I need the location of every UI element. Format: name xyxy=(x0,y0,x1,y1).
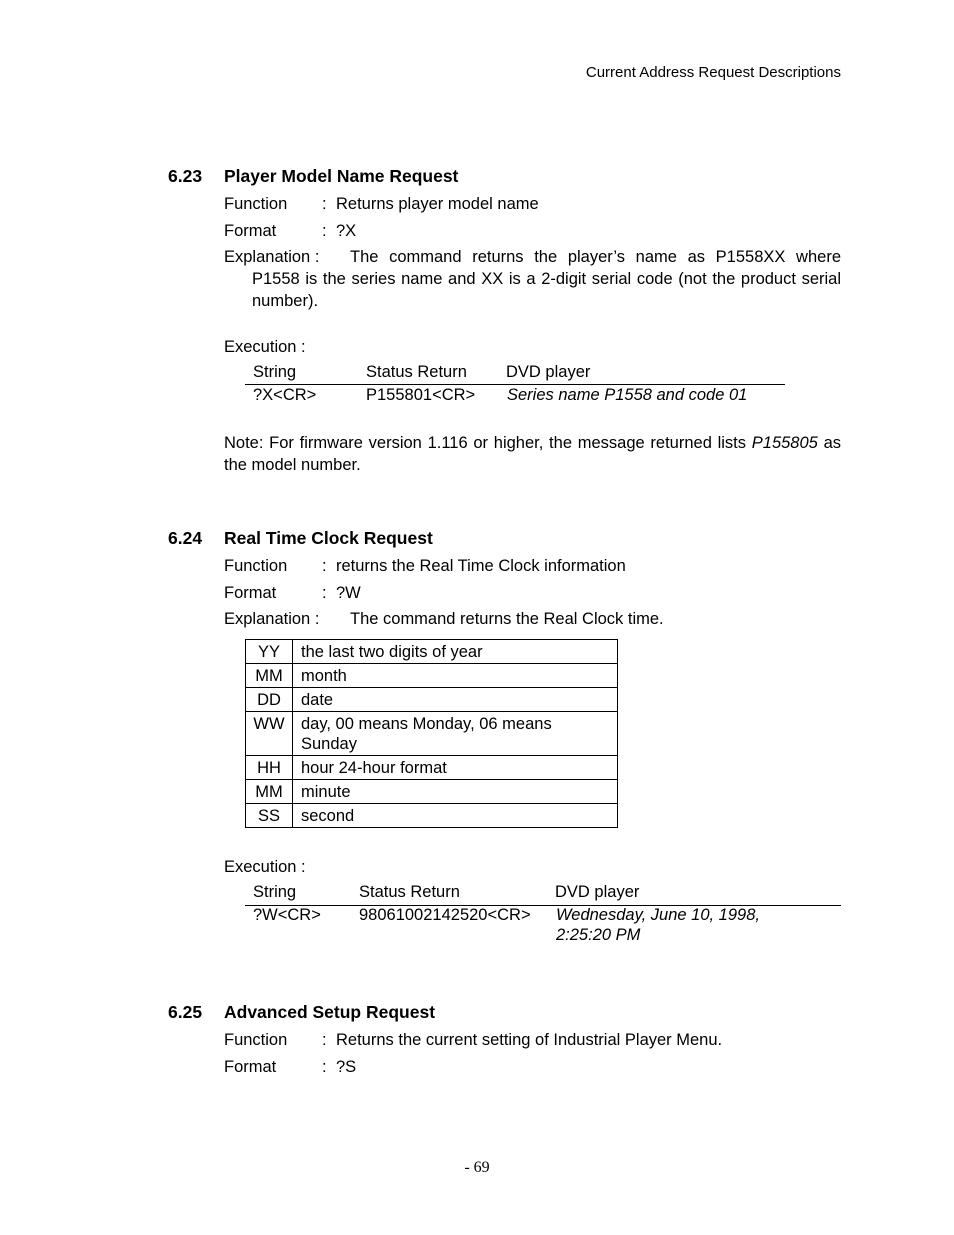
field-code: HH xyxy=(246,756,293,780)
page-number: - 69 xyxy=(464,1159,490,1176)
explanation-text xyxy=(224,246,841,312)
exec-header-dvd: DVD player xyxy=(506,363,591,381)
table-row xyxy=(246,688,618,712)
format-value: ?W xyxy=(336,584,361,602)
table-row xyxy=(246,664,618,688)
field-desc: second xyxy=(293,804,618,828)
execution-label: Execution : xyxy=(224,858,306,876)
exec-dvd: Wednesday, June 10, 1998, xyxy=(556,906,760,924)
field-desc: date xyxy=(293,688,618,712)
explanation-body: The command returns the player’s name as P1558XX where P1558 is the series name and XX is a 2-digit serial code (not the product serial number). xyxy=(252,248,841,310)
field-code: DD xyxy=(246,688,293,712)
exec-header-dvd: DVD player xyxy=(555,883,640,901)
explanation-text: The command returns the Real Clock time. xyxy=(350,610,664,628)
field-code: YY xyxy=(246,640,293,664)
running-header: Current Address Request Descriptions xyxy=(585,64,841,81)
table-row xyxy=(246,780,618,804)
table-row xyxy=(246,756,618,780)
explanation-label: Explanation : xyxy=(224,610,320,628)
section-title: Advanced Setup Request xyxy=(224,1002,436,1022)
format-value: ?S xyxy=(336,1058,357,1076)
function-value: Returns player model name xyxy=(336,195,539,213)
exec-status: P155801<CR> xyxy=(366,386,476,404)
exec-status: 98061002142520<CR> xyxy=(359,906,531,924)
table-row xyxy=(246,804,618,828)
note-suffix: as the model number. xyxy=(224,434,842,474)
rtc-field-table xyxy=(245,639,618,828)
exec-header-status: Status Return xyxy=(366,363,467,381)
note xyxy=(224,432,841,476)
exec-header-string: String xyxy=(253,363,297,381)
table-row xyxy=(246,712,618,756)
function-value: Returns the current setting of Industrial Player Menu. xyxy=(336,1031,723,1049)
section-title: Real Time Clock Request xyxy=(224,528,433,548)
format-value: ?X xyxy=(336,222,357,240)
field-desc: the last two digits of year xyxy=(293,640,618,664)
exec-divider xyxy=(245,384,785,385)
field-code: SS xyxy=(246,804,293,828)
section-title: Player Model Name Request xyxy=(224,166,459,186)
colon: : xyxy=(322,1031,327,1049)
function-label: Function xyxy=(224,1031,288,1049)
exec-header-string: String xyxy=(253,883,297,901)
field-desc: day, 00 means Monday, 06 means Sunday xyxy=(293,712,618,756)
exec-string: ?X<CR> xyxy=(253,386,317,404)
field-desc: month xyxy=(293,664,618,688)
field-desc: minute xyxy=(293,780,618,804)
colon: : xyxy=(322,222,327,240)
format-label: Format xyxy=(224,584,277,602)
function-value: returns the Real Time Clock information xyxy=(336,557,626,575)
field-code: WW xyxy=(246,712,293,756)
format-label: Format xyxy=(224,222,277,240)
section-number: 6.24 xyxy=(168,528,203,548)
colon: : xyxy=(322,1058,327,1076)
colon: : xyxy=(322,584,327,602)
table-row xyxy=(246,640,618,664)
note-model: P155805 xyxy=(751,434,818,452)
exec-dvd: Series name P1558 and code 01 xyxy=(507,386,748,404)
exec-string: ?W<CR> xyxy=(253,906,321,924)
colon: : xyxy=(322,557,327,575)
exec-dvd-time: 2:25:20 PM xyxy=(556,926,641,944)
field-code: MM xyxy=(246,664,293,688)
execution-label: Execution : xyxy=(224,338,306,356)
section-number: 6.25 xyxy=(168,1002,203,1022)
format-label: Format xyxy=(224,1058,277,1076)
function-label: Function xyxy=(224,195,288,213)
field-code: MM xyxy=(246,780,293,804)
exec-header-status: Status Return xyxy=(359,883,460,901)
field-desc: hour 24-hour format xyxy=(293,756,618,780)
note-prefix: Note: For firmware version 1.116 or higher, the message returned lists xyxy=(224,434,752,452)
function-label: Function xyxy=(224,557,288,575)
section-number: 6.23 xyxy=(168,166,203,186)
colon: : xyxy=(322,195,327,213)
explanation-label: Explanation : xyxy=(224,248,320,266)
